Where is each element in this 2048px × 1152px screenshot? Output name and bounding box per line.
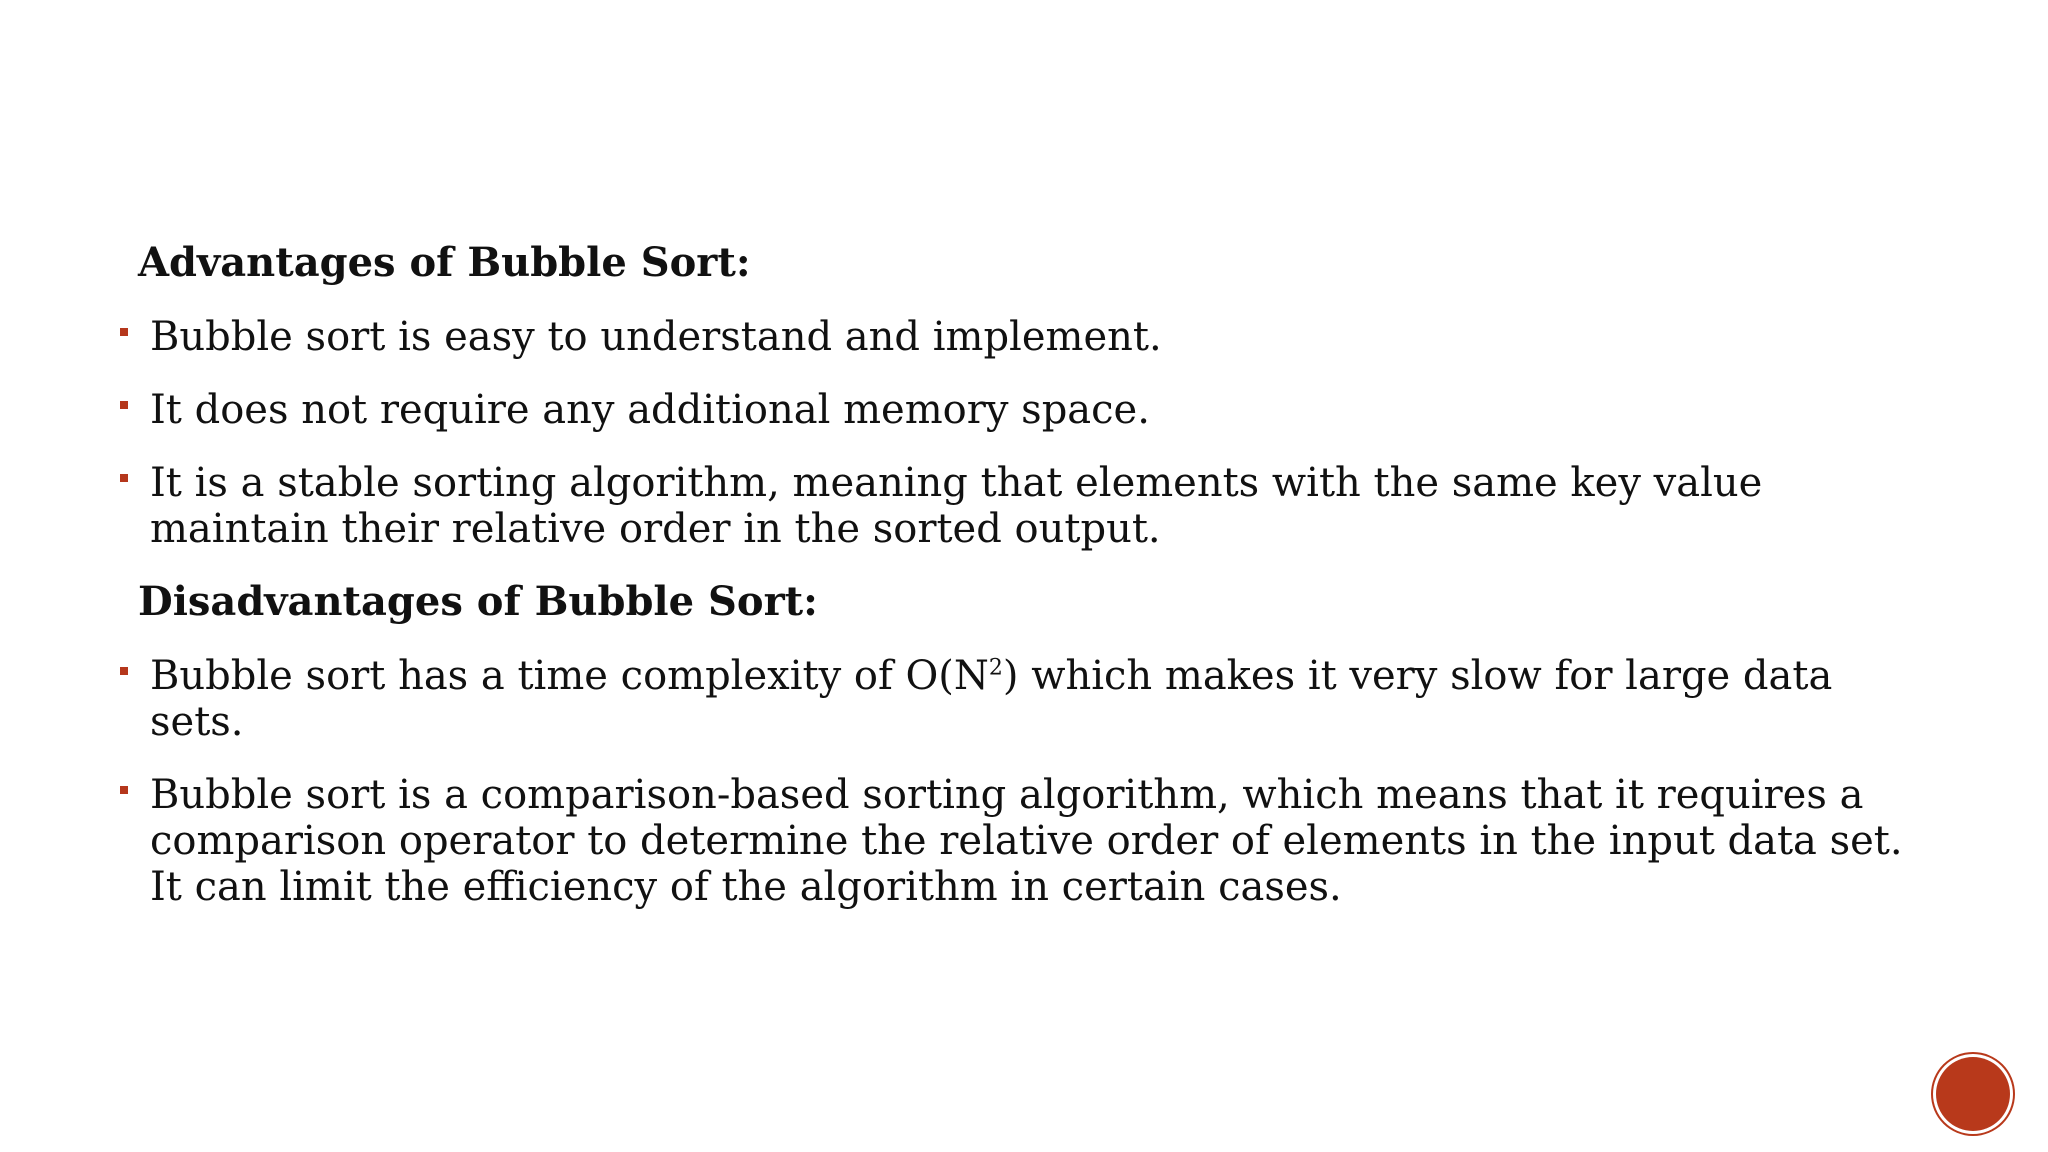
slide-badge-circle-icon (1936, 1057, 2010, 1131)
disadvantages-heading: Disadvantages of Bubble Sort: (138, 578, 818, 625)
disadvantage-item (120, 772, 1920, 910)
bullet-square-icon (120, 667, 128, 675)
advantage-item (120, 387, 1920, 433)
disadvantage-item-text (150, 653, 1832, 745)
bullet-square-icon (120, 474, 128, 482)
advantage-item-text: It is a stable sorting algorithm, meaning that elements with the same key value maintain their relative order in the sorted output. (150, 460, 1763, 552)
advantage-item-text: It does not require any additional memory space. (150, 387, 1150, 433)
advantage-item (120, 314, 1920, 360)
advantage-item-text: Bubble sort is easy to understand and implement. (150, 314, 1162, 360)
disadvantage-item (120, 653, 1920, 745)
advantages-heading: Advantages of Bubble Sort: (138, 239, 751, 286)
complexity-text-before: Bubble sort has a time complexity of O(N (150, 653, 989, 699)
advantage-item (120, 460, 1920, 552)
complexity-exponent: 2 (988, 655, 1003, 681)
complexity-text-after: ) which makes it very slow for large data sets. (150, 653, 1833, 745)
slide-content (120, 240, 1920, 937)
disadvantage-item-text: Bubble sort is a comparison-based sorting algorithm, which means that it requires a comparison operator to determine the relative order of elements in the input data set. It can limit the efficiency of the algorithm in certain cases. (150, 772, 1903, 910)
bullet-square-icon (120, 328, 128, 336)
bullet-square-icon (120, 401, 128, 409)
bullet-square-icon (120, 786, 128, 794)
